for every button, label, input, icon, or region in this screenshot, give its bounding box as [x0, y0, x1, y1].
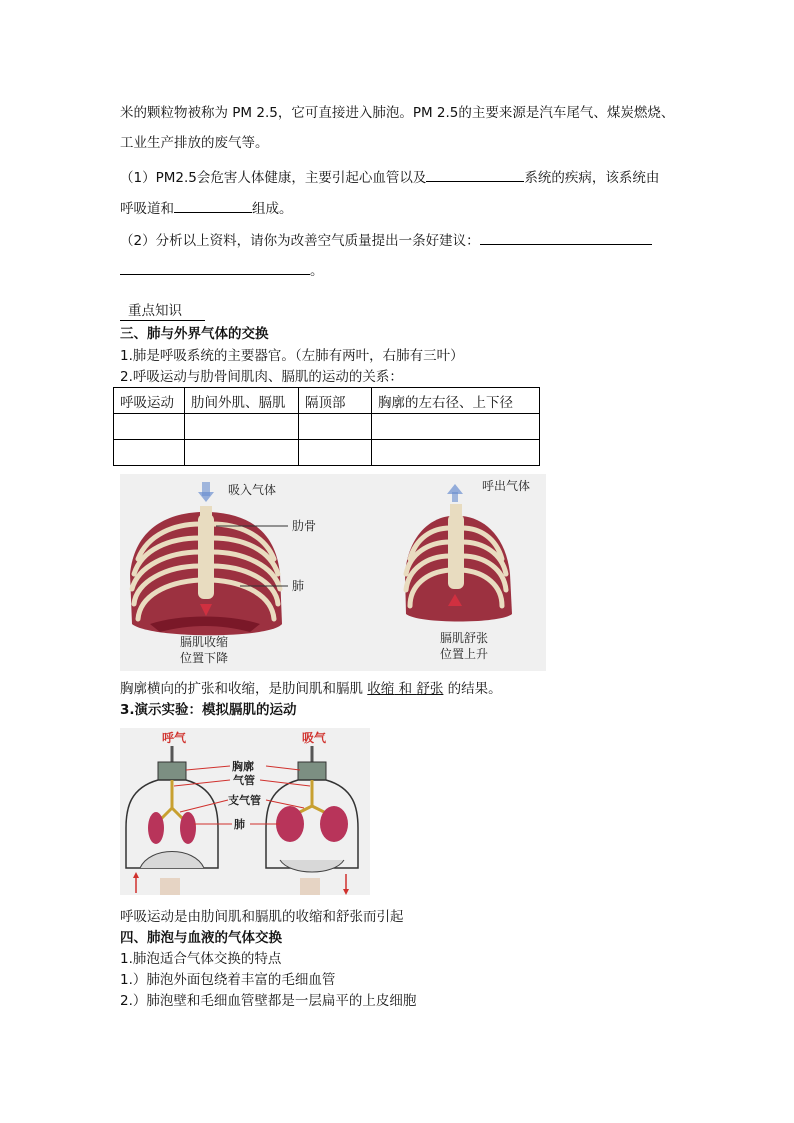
answer-blank[interactable]: [120, 260, 310, 275]
table-cell[interactable]: [299, 414, 372, 440]
question-2-line-1: （2）分析以上资料，请你为改善空气质量提出一条好建议：: [120, 230, 652, 250]
table-row: [114, 414, 540, 440]
section-3-item: 1.肺是呼吸系统的主要器官。（左肺有两叶，右肺有三叶）: [120, 348, 464, 364]
label-trachea: 气管: [233, 774, 255, 787]
inhale-title: 吸气: [302, 731, 327, 745]
sentence-breathing: 呼吸运动是由肋间肌和膈肌的收缩和舒张而引起: [120, 909, 404, 925]
label-thorax: 胸廓: [232, 760, 254, 773]
key-knowledge-title: 重点知识: [120, 302, 205, 321]
bell-jar-figure: [120, 728, 370, 895]
section-3-item: 2.呼吸运动与肋骨间肌肉、膈肌的运动的关系：: [120, 369, 403, 385]
table-cell[interactable]: [372, 440, 540, 466]
demo-title: 3.演示实验：模拟膈肌的运动: [120, 702, 297, 718]
table-cell[interactable]: [185, 414, 299, 440]
exhale-title: 呼气: [162, 731, 187, 745]
right-caption-2: 位置上升: [440, 647, 489, 661]
table-row: [114, 440, 540, 466]
exhale-label: 呼出气体: [482, 479, 531, 493]
inhale-label: 吸入气体: [228, 483, 277, 497]
right-caption-1: 膈肌舒张: [440, 631, 489, 645]
section-4-title: 四、肺泡与血液的气体交换: [120, 930, 282, 946]
section-4-item: 2.）肺泡壁和毛细血管壁都是一层扁平的上皮细胞: [120, 993, 417, 1009]
answer-blank[interactable]: [174, 198, 252, 213]
breathing-table: [113, 387, 540, 466]
table-cell[interactable]: [114, 414, 185, 440]
section-3-title: 三、肺与外界气体的交换: [120, 326, 269, 342]
paragraph-line: 米的颗粒物被称为 PM 2.5，它可直接进入肺泡。PM 2.5的主要来源是汽车尾气、煤炭燃烧、: [120, 105, 675, 121]
table-cell[interactable]: [372, 414, 540, 440]
table-header: 隔顶部: [299, 388, 372, 414]
table-header-row: [114, 388, 540, 414]
left-caption-2: 位置下降: [180, 651, 229, 665]
label-lung: 肺: [234, 818, 245, 831]
lung-label: 肺: [292, 579, 305, 593]
question-1-line-1: （1）PM2.5会危害人体健康，主要引起心血管以及 系统的疾病，该系统由: [120, 167, 659, 187]
paragraph-line: 工业生产排放的废气等。: [120, 135, 269, 151]
question-2-line-2: 。: [120, 260, 324, 280]
sentence-muscles: 胸廓横向的扩张和收缩，是肋间肌和膈肌 收缩 和 舒张 的结果。: [120, 681, 502, 697]
table-header: 呼吸运动: [114, 388, 185, 414]
answer-blank[interactable]: [426, 167, 524, 182]
section-4-item: 1.肺泡适合气体交换的特点: [120, 951, 282, 967]
table-cell[interactable]: [114, 440, 185, 466]
label-bronchi: 支气管: [228, 794, 261, 807]
table-header: 肋间外肌、膈肌: [185, 388, 299, 414]
table-cell[interactable]: [299, 440, 372, 466]
question-1-line-2: 呼吸道和 组成。: [120, 198, 293, 218]
left-caption-1: 膈肌收缩: [180, 635, 229, 649]
answer-blank[interactable]: [480, 230, 652, 245]
rib-label: 肋骨: [292, 519, 317, 533]
table-cell[interactable]: [185, 440, 299, 466]
ribcage-figure: [120, 474, 546, 671]
table-header: 胸廓的左右径、上下径: [372, 388, 540, 414]
section-4-item: 1.）肺泡外面包绕着丰富的毛细血管: [120, 972, 336, 988]
